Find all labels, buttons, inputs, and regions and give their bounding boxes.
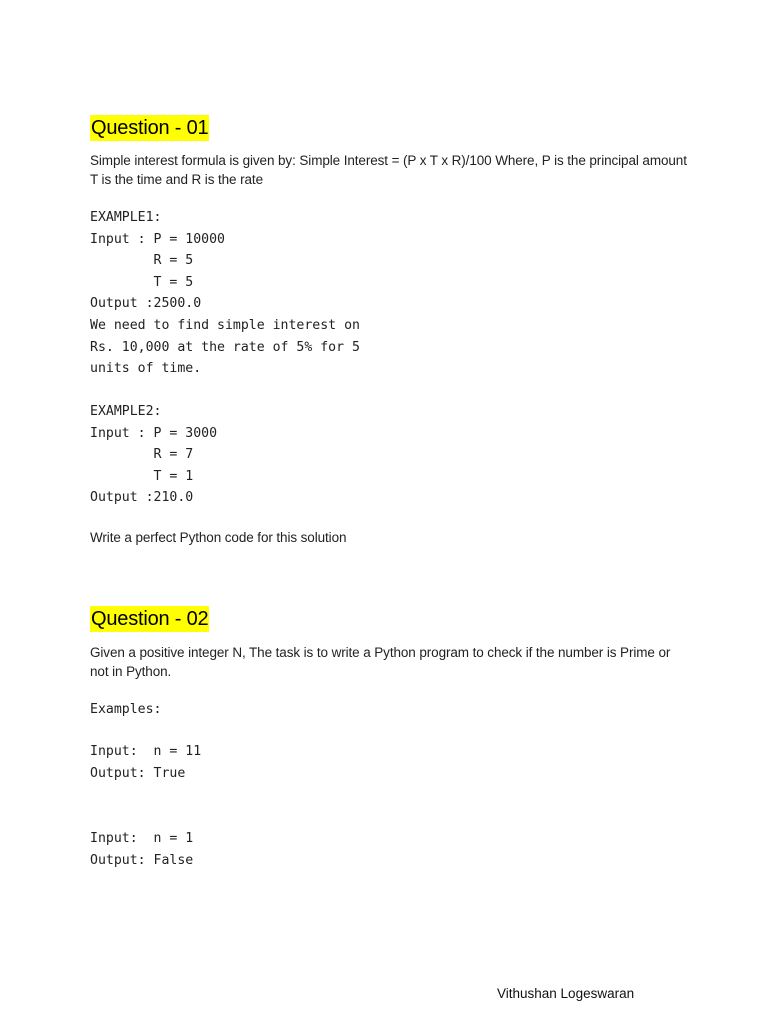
question-02-heading: Question - 02 <box>91 608 209 630</box>
question-02-example-1: Input: n = 11 Output: True <box>90 744 202 781</box>
question-01-description: Simple interest formula is given by: Simple Interest = (P x T x R)/100 Where, P is the principal amount T is the time and R is the rate <box>90 153 687 187</box>
question-01-example-2: EXAMPLE2: Input : P = 3000 R = 7 T = 1 Output :210.0 <box>90 404 218 506</box>
question-01-example-1: EXAMPLE1: Input : P = 10000 R = 5 T = 5 Output :2500.0 We need to find simple interest on Rs. 10,000 at the rate of 5% for 5 units of time. <box>90 210 360 377</box>
question-01-task: Write a perfect Python code for this solution <box>90 530 347 545</box>
question-02-example-2: Input: n = 1 Output: False <box>90 831 194 868</box>
question-02-description: Given a positive integer N, The task is to write a Python program to check if the number is Prime or not in Python. <box>90 645 671 679</box>
author-name: Vithushan Logeswaran <box>497 986 635 1001</box>
question-02-examples-label: Examples: <box>90 702 162 717</box>
question-01-heading: Question - 01 <box>91 117 209 139</box>
